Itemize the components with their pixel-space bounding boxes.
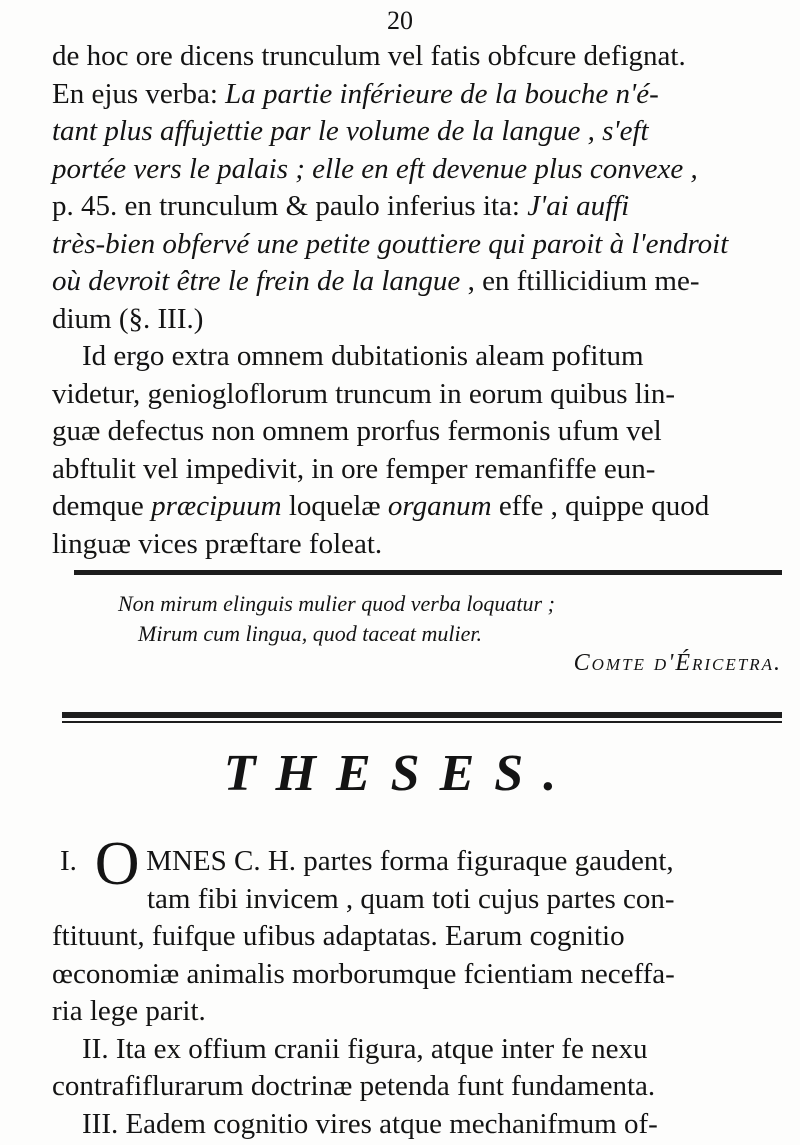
- text-run: p. 45. en trunculum & paulo inferius ita:: [52, 190, 528, 222]
- thesis-line: [52, 830, 782, 898]
- text-line: de hoc ore dicens trunculum vel fatis obfcure defignat.: [52, 40, 686, 72]
- section-title: THESES.: [223, 745, 577, 802]
- text-line: dium (§. III.): [52, 302, 204, 335]
- text-line: videtur, geniogloflorum truncum in eorum quibus lin-: [52, 377, 676, 410]
- text-run: En ejus verba:: [52, 77, 226, 110]
- french-quotation: où devroit être le frein de la langue: [52, 265, 468, 297]
- thesis-line: II. Ita ex offium cranii figura, atque inter fe nexu: [82, 1032, 648, 1065]
- thesis-line: œconomiæ animalis morborumque fcientiam neceffa-: [52, 957, 675, 990]
- french-quotation: La partie inférieure de la bouche n'é-: [225, 77, 659, 110]
- text-run: , en ftillicidium me-: [467, 265, 700, 297]
- epigram-author: Comte d'Éricetra.: [573, 650, 782, 676]
- epigram-line: Mirum cum lingua, quod taceat mulier.: [138, 621, 483, 646]
- text-line: [52, 76, 782, 114]
- thesis-number: I.: [60, 845, 77, 877]
- emphasis: organum: [387, 490, 492, 522]
- text-run: MNES C. H. partes forma figuraque gaudent,: [146, 845, 674, 877]
- text-run: effe , quippe quod: [491, 490, 710, 522]
- text-line: Id ergo extra omnem dubitationis aleam pofitum: [82, 340, 644, 372]
- text-line: linguæ vices præftare foleat.: [52, 527, 383, 560]
- text-run: demque: [52, 490, 152, 522]
- thesis-line: ria lege parit.: [52, 995, 206, 1027]
- french-quotation: très-bien obfervé une petite gouttiere qui paroit à l'endroit: [52, 227, 729, 260]
- ornamental-rule: [74, 570, 782, 575]
- ornamental-rule: [62, 721, 782, 723]
- text-line: guæ defectus non omnem prorfus fermonis ufum vel: [52, 415, 662, 447]
- second-paragraph: [52, 338, 782, 563]
- emphasis: præcipuum: [151, 490, 282, 522]
- theses-list: [52, 830, 782, 1143]
- text-line: [52, 263, 782, 301]
- page-number: 20: [387, 6, 413, 35]
- thesis-line: tam fibi invicem , quam toti cujus partes con-: [147, 882, 675, 915]
- french-quotation: tant plus affujettie par le volume de la langue , s'eft: [52, 115, 649, 147]
- text-run: loquelæ: [281, 490, 388, 522]
- thesis-line: III. Eadem cognitio vires atque mechanifmum of-: [82, 1107, 658, 1140]
- top-paragraph: [52, 38, 782, 338]
- french-quotation: portée vers le palais ; elle en eft devenue plus convexe ,: [52, 152, 698, 185]
- epigram-line: Non mirum elinguis mulier quod verba loquatur ;: [118, 591, 555, 616]
- thesis-line: ftituunt, fuifque ufibus adaptatas. Earum cognitio: [52, 920, 625, 952]
- text-line: [52, 488, 782, 526]
- french-quotation: J'ai auffi: [527, 190, 630, 222]
- drop-cap: O: [94, 830, 140, 898]
- text-line: [52, 188, 782, 226]
- ornamental-rule: [62, 712, 782, 718]
- thesis-line: contrafiflurarum doctrinæ petenda funt fundamenta.: [52, 1070, 656, 1102]
- text-line: abftulit vel impedivit, in ore femper remanfiffe eun-: [52, 452, 656, 485]
